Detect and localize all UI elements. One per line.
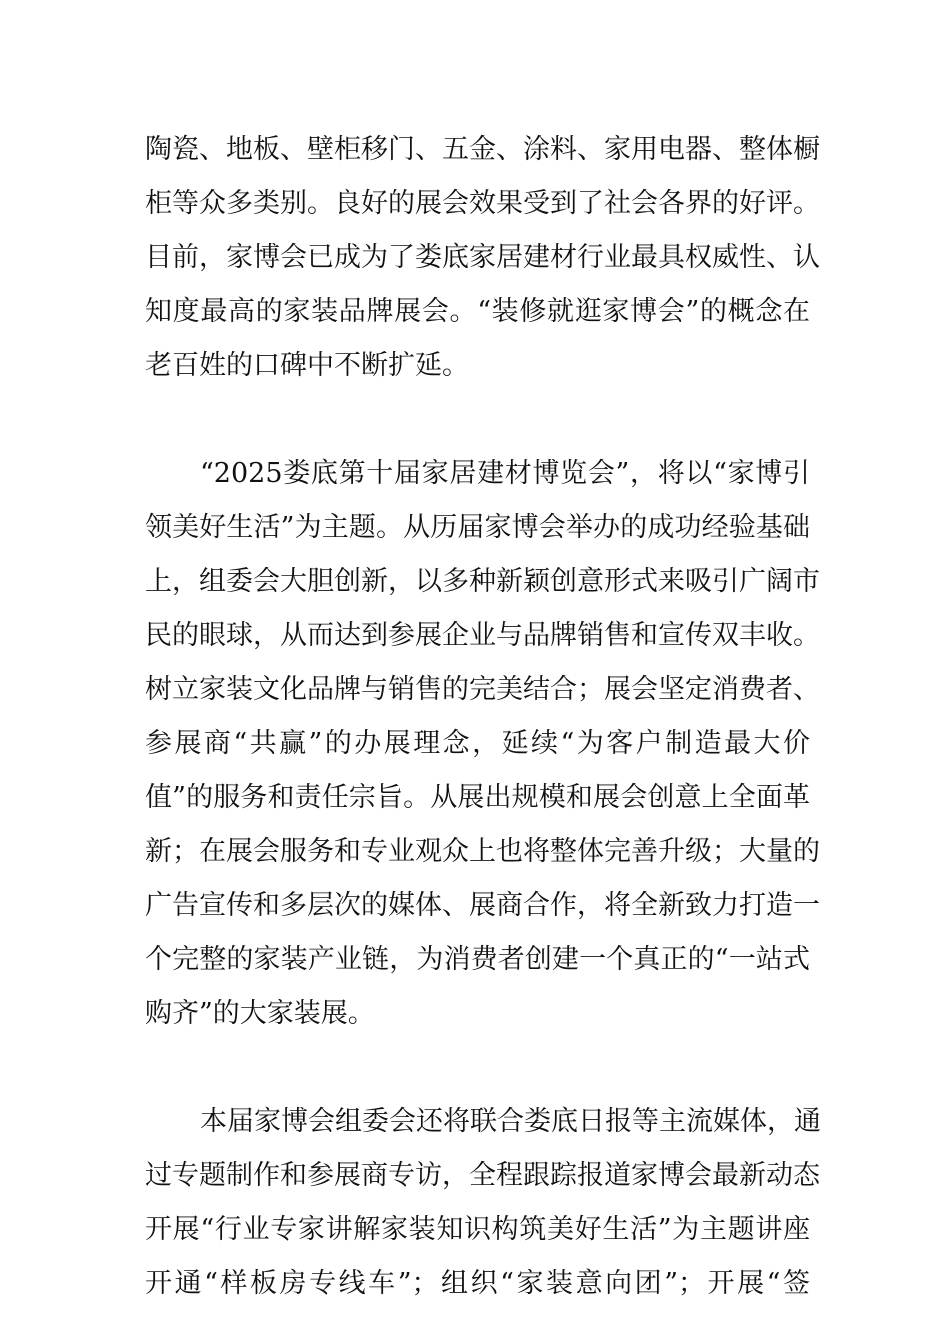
paragraph-2-line-1: “2025娄底第十届家居建材博览会”，将以“家博引 xyxy=(200,458,810,489)
paragraph-2-line-2: 领美好生活”为主题。从历届家博会举办的成功经验基础 xyxy=(145,512,810,543)
paragraph-1-line-2: 柜等众多类别。良好的展会效果受到了社会各界的好评。 xyxy=(145,188,820,219)
paragraph-2-line-8: 新；在展会服务和专业观众上也将整体完善升级；大量的 xyxy=(145,836,820,867)
paragraph-3-line-3: 开展“行业专家讲解家装知识构筑美好生活”为主题讲座 xyxy=(145,1214,810,1245)
paragraph-3-line-1: 本届家博会组委会还将联合娄底日报等主流媒体，通 xyxy=(200,1106,821,1137)
paragraph-1-line-5: 老百姓的口碑中不断扩延。 xyxy=(145,350,469,381)
paragraph-1-line-3: 目前，家博会已成为了娄底家居建材行业最具权威性、认 xyxy=(145,242,820,273)
paragraph-2-line-3: 上，组委会大胆创新，以多种新颖创意形式来吸引广阔市 xyxy=(145,566,820,597)
paragraph-2-line-6: 参展商“共赢”的办展理念，延续“为客户制造最大价 xyxy=(145,728,810,759)
paragraph-2-line-9: 广告宣传和多层次的媒体、展商合作，将全新致力打造一 xyxy=(145,890,820,921)
paragraph-3-line-4: 开通“样板房专线车”；组织“家装意向团”；开展“签 xyxy=(145,1268,810,1299)
paragraph-2-line-4: 民的眼球，从而达到参展企业与品牌销售和宣传双丰收。 xyxy=(145,620,820,651)
paragraph-2-line-11: 购齐”的大家装展。 xyxy=(145,998,375,1029)
paragraph-2-line-5: 树立家装文化品牌与销售的完美结合；展会坚定消费者、 xyxy=(145,674,820,705)
paragraph-2-line-10: 个完整的家装产业链，为消费者创建一个真正的“一站式 xyxy=(145,944,810,975)
paragraph-1-line-1: 陶瓷、地板、壁柜移门、五金、涂料、家用电器、整体橱 xyxy=(145,134,820,165)
paragraph-3-line-2: 过专题制作和参展商专访，全程跟踪报道家博会最新动态 xyxy=(145,1160,820,1191)
paragraph-2-line-7: 值”的服务和责任宗旨。从展出规模和展会创意上全面革 xyxy=(145,782,810,813)
paragraph-1-line-4: 知度最高的家装品牌展会。“装修就逛家博会”的概念在 xyxy=(145,296,810,327)
